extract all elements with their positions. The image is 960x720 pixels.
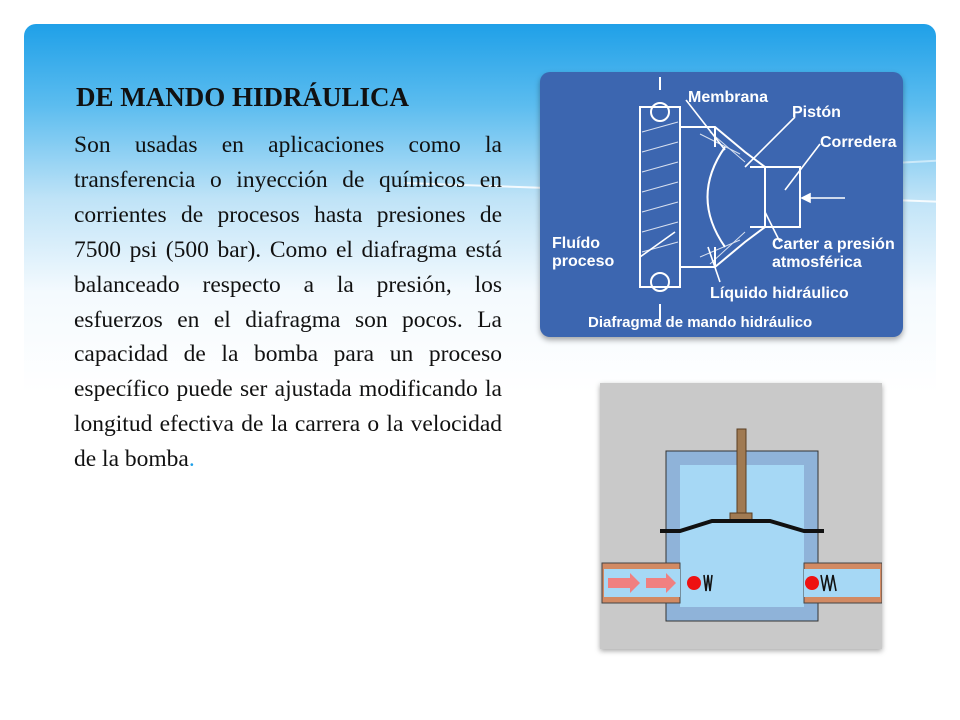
hydraulic-diaphragm-diagram bbox=[540, 72, 903, 337]
inlet-check-valve-ball bbox=[687, 576, 701, 590]
label-membrana: Membrana bbox=[688, 89, 769, 106]
label-atmosferica: atmosférica bbox=[772, 254, 862, 271]
hatching bbox=[642, 122, 745, 264]
label-carter: Carter a presión bbox=[772, 236, 895, 253]
pump-schematic bbox=[600, 383, 882, 649]
figure-caption: Diafragma de mando hidráulico bbox=[588, 314, 813, 331]
label-proceso: proceso bbox=[552, 253, 615, 270]
label-fluido: Fluído bbox=[552, 235, 600, 252]
slide-body-text bbox=[74, 128, 502, 477]
label-liquido: Líquido hidráulico bbox=[710, 285, 849, 302]
label-corredera: Corredera bbox=[820, 134, 897, 151]
body-text-content: Son usadas en aplicaciones como la transferencia o inyección de químicos en corrientes de procesos hasta presiones de 7500 psi (500 bar). Como el diafragma está balanceado respecto a la presión, los esfuerzos en el diafragma son pocos. La capacidad de la bomba para un proceso específico puede ser ajustada modificando la longitud efectiva de la carrera o la velocidad de la bomba bbox=[74, 132, 502, 473]
label-piston: Pistón bbox=[792, 104, 841, 121]
outlet-check-valve-ball bbox=[805, 576, 819, 590]
piston-rod bbox=[737, 429, 746, 517]
body-text-end: . bbox=[188, 446, 195, 473]
slide-title: DE MANDO HIDRÁULICA bbox=[76, 82, 410, 112]
